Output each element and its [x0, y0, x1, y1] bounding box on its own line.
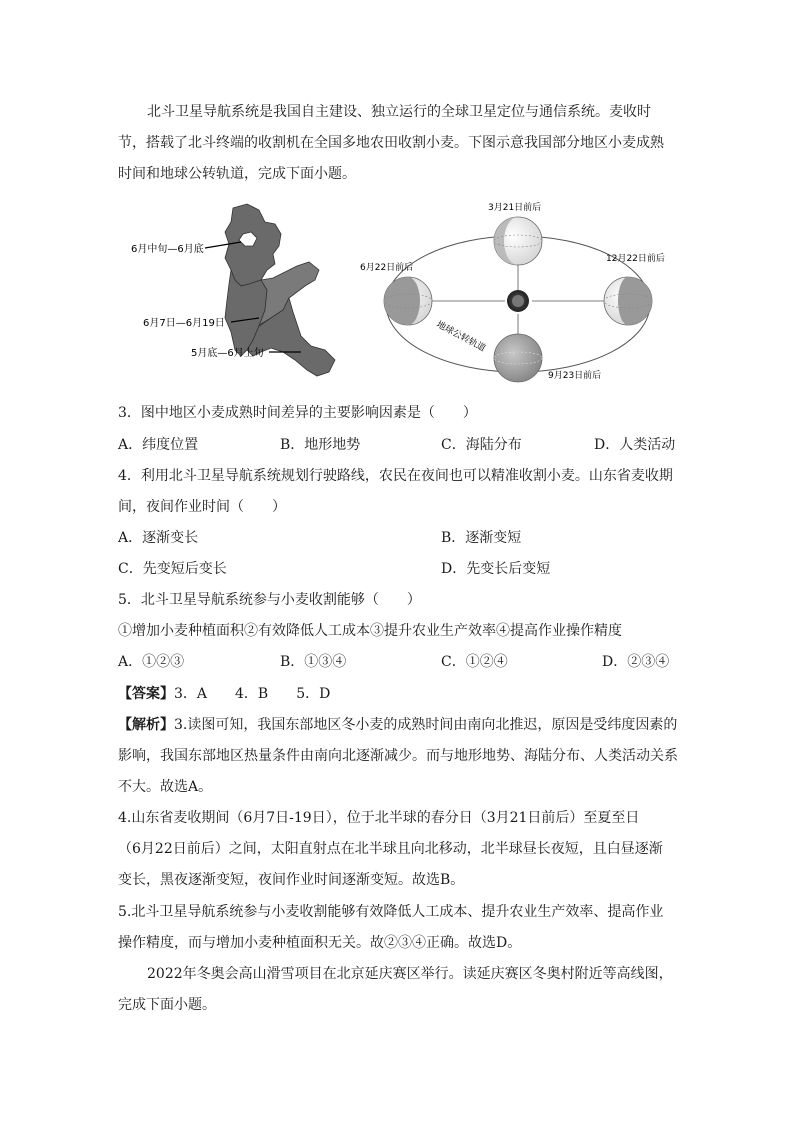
intro-line-3: 时间和地球公转轨道，完成下面小题。 [118, 166, 356, 182]
analysis-p3-line-1: 5.北斗卫星导航系统参与小麦收割能够有效降低人工成本、提升农业生产效率、提高作业 [118, 904, 664, 920]
analysis-p1-line-3: 不大。故选A。 [118, 779, 213, 795]
next-intro-line-2: 完成下面小题。 [118, 997, 216, 1013]
intro-line-2: 节，搭载了北斗终端的收割机在全国多地农田收割小麦。下图示意我国部分地区小麦成熟 [118, 135, 664, 151]
analysis-p1-line-2: 影响，我国东部地区热量条件由南向北逐渐减少。而与地形地势、海陆分布、人类活动关系 [118, 748, 678, 764]
q3-option-a: A．纬度位置 [118, 437, 199, 453]
q5-stem: 5．北斗卫星导航系统参与小麦收割能够（ ） [118, 592, 421, 608]
orbit-label-jun: 6月22日前后 [360, 263, 414, 273]
map-label-south: 5月底—6月上旬 [191, 348, 264, 359]
next-intro-line-1: 2022年冬奥会高山滑雪项目在北京延庆赛区举行。读延庆赛区冬奥村附近等高线图， [147, 966, 673, 982]
earth-orbit-diagram [360, 198, 670, 388]
intro-line-1: 北斗卫星导航系统是我国自主建设、独立运行的全球卫星定位与通信系统。麦收时 [147, 104, 651, 120]
earth-jun22-icon [384, 277, 432, 325]
q4-option-d: D．先变长后变短 [441, 561, 551, 577]
orbit-label-dec: 12月22日前后 [606, 254, 665, 264]
q3-option-c: C．海陆分布 [441, 437, 522, 453]
answer-tag: 【答案】 [118, 686, 174, 702]
q5-option-c: C．①②④ [441, 654, 508, 670]
q4-stem-line-2: 间，夜间作业时间（ ） [118, 499, 286, 515]
q4-option-c: C．先变短后变长 [118, 561, 227, 577]
q4-option-a: A．逐渐变长 [118, 530, 199, 546]
q5-option-d: D．②③④ [602, 654, 670, 670]
q3-option-b: B．地形地势 [280, 437, 361, 453]
analysis-tag: 【解析】 [118, 717, 174, 733]
analysis-p2-line-3: 变长，黑夜逐渐变短，夜间作业时间逐渐变短。故选B。 [118, 872, 465, 888]
map-label-north: 6月中旬—6月底 [131, 244, 204, 255]
map-label-shandong: 6月7日—6月19日 [143, 318, 225, 329]
answer-text: 3．A 4．B 5．D [174, 686, 331, 702]
q3-option-d: D．人类活动 [594, 437, 676, 453]
answer-line [118, 684, 330, 704]
earth-sep23-icon [494, 334, 542, 382]
q3-stem: 3．图中地区小麦成熟时间差异的主要影响因素是（ ） [118, 405, 477, 421]
orbit-label-sep: 9月23日前后 [548, 371, 602, 381]
q5-option-a: A．①②③ [118, 654, 185, 670]
earth-dec22-icon [604, 277, 652, 325]
analysis-p3-line-2: 操作精度，而与增加小麦种植面积无关。故②③④正确。故选D。 [118, 935, 522, 951]
q4-stem-line-1: 4．利用北斗卫星导航系统规划行驶路线，农民在夜间也可以精准收割小麦。山东省麦收期 [118, 468, 673, 484]
analysis-p2-line-1: 4.山东省麦收期间（6月7日-19日），位于北半球的春分日（3月21日前后）至夏至日 [118, 810, 640, 826]
orbit-label-mar: 3月21日前后 [488, 203, 542, 213]
analysis-p2-line-2: （6月22日前后）之间，太阳直射点在北半球且向北移动，北半球昼长夜短，且白昼逐渐 [118, 841, 663, 857]
q5-choices: ①增加小麦种植面积②有效降低人工成本③提升农业生产效率④提高作业操作精度 [118, 623, 622, 639]
analysis-line-1 [118, 715, 677, 735]
q5-option-b: B．①③④ [280, 654, 347, 670]
wheat-maturity-map [125, 200, 365, 390]
q4-option-b: B．逐渐变短 [441, 530, 522, 546]
earth-mar21-icon [494, 217, 542, 265]
analysis-p1-line-1: 3.读图可知，我国东部地区冬小麦的成熟时间由南向北推迟，原因是受纬度因素的 [174, 717, 678, 733]
orbit-track-label: 地球公转轨道 [434, 319, 487, 355]
